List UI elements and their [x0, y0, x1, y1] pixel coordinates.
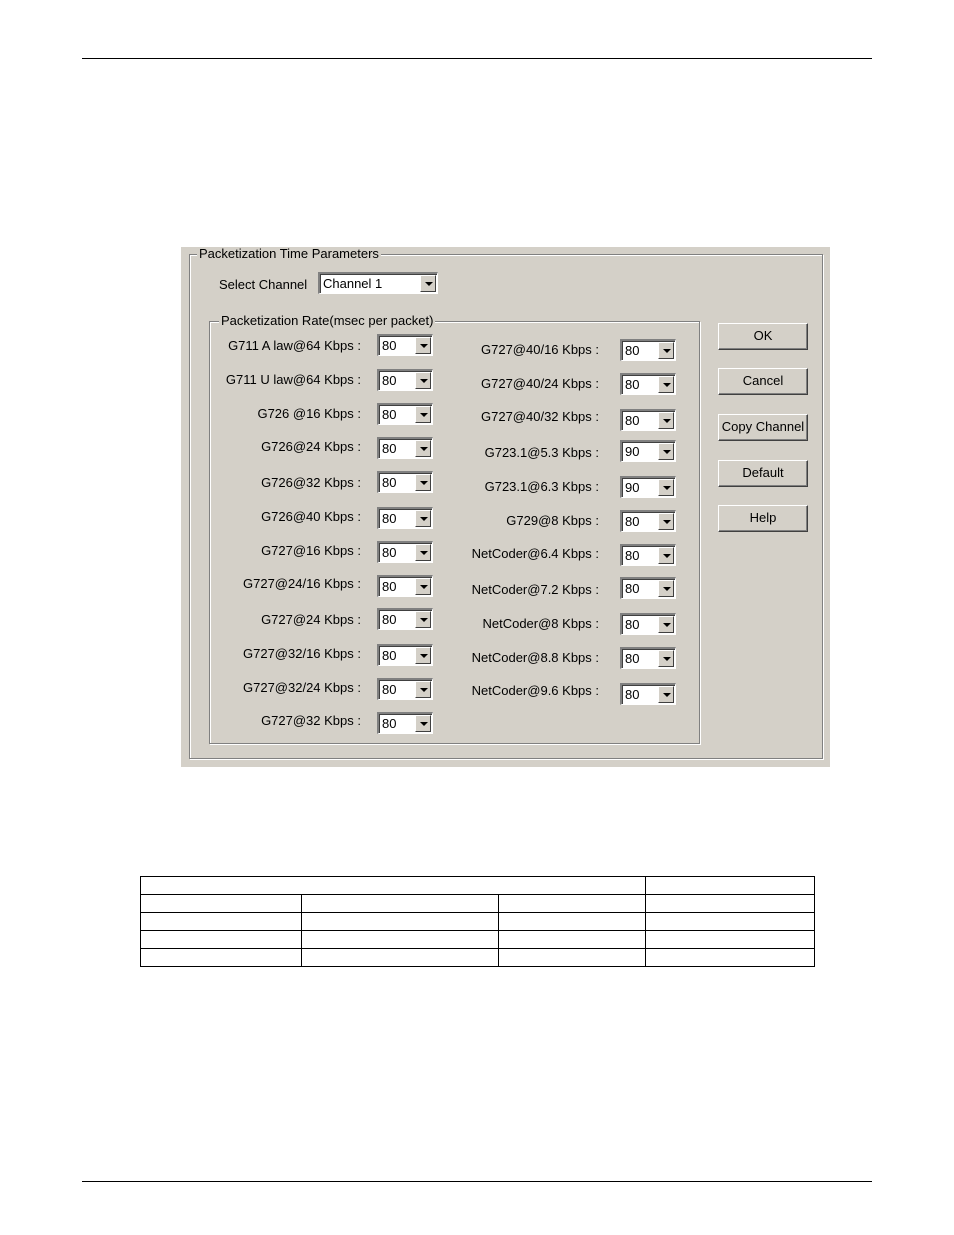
- rate-dropdown[interactable]: [620, 510, 676, 532]
- chevron-down-icon[interactable]: [415, 715, 431, 732]
- table-cell: [302, 913, 499, 931]
- table-cell: [499, 949, 646, 967]
- rate-label: G726@24 Kbps :: [261, 439, 361, 454]
- rate-value: 90: [625, 444, 640, 459]
- rate-label: G726@40 Kbps :: [261, 509, 361, 524]
- chevron-down-icon[interactable]: [658, 580, 674, 597]
- rate-dropdown[interactable]: [620, 544, 676, 566]
- chevron-down-icon[interactable]: [415, 440, 431, 457]
- rate-label: G723.1@6.3 Kbps :: [484, 479, 599, 494]
- rate-label: G726 @16 Kbps :: [257, 406, 361, 421]
- rate-value: 80: [382, 545, 397, 560]
- select-channel-label: Select Channel: [219, 277, 308, 292]
- rate-value: 80: [625, 581, 640, 596]
- rate-label: G727@32 Kbps :: [261, 713, 361, 728]
- chevron-down-icon[interactable]: [415, 578, 431, 595]
- rate-label: G727@16 Kbps :: [261, 543, 361, 558]
- rate-value: 80: [382, 338, 397, 353]
- rate-value: 80: [382, 407, 397, 422]
- header-rule: [82, 58, 872, 59]
- rate-dropdown[interactable]: [377, 575, 433, 597]
- chevron-down-icon[interactable]: [658, 547, 674, 564]
- rate-label: G723.1@5.3 Kbps :: [484, 445, 599, 460]
- chevron-down-icon[interactable]: [415, 337, 431, 354]
- rate-dropdown[interactable]: [377, 712, 433, 734]
- table-cell: [646, 895, 815, 913]
- rate-dropdown[interactable]: [377, 403, 433, 425]
- rate-dropdown[interactable]: [377, 437, 433, 459]
- rate-dropdown[interactable]: [620, 683, 676, 705]
- table-row: [141, 949, 815, 967]
- select-channel-dropdown[interactable]: [318, 272, 438, 294]
- rate-group-title: Packetization Rate(msec per packet): [221, 313, 434, 328]
- rate-label: G727@40/16 Kbps :: [481, 342, 599, 357]
- table-row: [141, 913, 815, 931]
- chevron-down-icon[interactable]: [415, 611, 431, 628]
- chevron-down-icon[interactable]: [415, 406, 431, 423]
- rate-label: G711 A law@64 Kbps :: [228, 338, 361, 353]
- rate-label: G729@8 Kbps :: [506, 513, 599, 528]
- select-channel-value: Channel 1: [323, 276, 383, 291]
- rate-label: G711 U law@64 Kbps :: [225, 372, 361, 387]
- rate-label: G727@24 Kbps :: [261, 612, 361, 627]
- rate-value: 80: [625, 548, 640, 563]
- rate-dropdown[interactable]: [620, 613, 676, 635]
- chevron-down-icon[interactable]: [658, 342, 674, 359]
- table-cell: [141, 913, 302, 931]
- rate-value: 80: [625, 413, 640, 428]
- rate-dropdown[interactable]: [620, 373, 676, 395]
- table-row: [141, 895, 815, 913]
- table-cell: [499, 913, 646, 931]
- chevron-down-icon[interactable]: [420, 275, 436, 292]
- rate-dropdown[interactable]: [620, 440, 676, 462]
- default-button[interactable]: Default: [718, 460, 808, 487]
- rate-value: 80: [382, 716, 397, 731]
- rate-value: 80: [625, 651, 640, 666]
- chevron-down-icon[interactable]: [415, 372, 431, 389]
- rate-value: 80: [382, 682, 397, 697]
- rate-value: 90: [625, 480, 640, 495]
- rate-label: NetCoder@8.8 Kbps :: [471, 650, 599, 665]
- table-cell: [499, 895, 646, 913]
- table-cell: [141, 931, 302, 949]
- rate-label: G727@32/16 Kbps :: [243, 646, 361, 661]
- table-cell: [302, 949, 499, 967]
- group-title: Packetization Time Parameters: [199, 246, 379, 261]
- rate-label: NetCoder@9.6 Kbps :: [471, 683, 599, 698]
- rate-label: NetCoder@6.4 Kbps :: [471, 546, 599, 561]
- table-cell: [302, 931, 499, 949]
- rate-dropdown[interactable]: [377, 507, 433, 529]
- chevron-down-icon[interactable]: [415, 647, 431, 664]
- document-table: [140, 876, 815, 967]
- rate-label: G727@24/16 Kbps :: [243, 576, 361, 591]
- table-cell: [646, 877, 815, 895]
- table-cell: [302, 895, 499, 913]
- rate-dropdown[interactable]: [377, 471, 433, 493]
- table-cell: [646, 913, 815, 931]
- table-row: [141, 877, 815, 895]
- rate-value: 80: [382, 475, 397, 490]
- table-cell: [646, 949, 815, 967]
- table-cell: [141, 949, 302, 967]
- rate-value: 80: [625, 343, 640, 358]
- rate-dropdown[interactable]: [377, 334, 433, 356]
- chevron-down-icon[interactable]: [658, 479, 674, 496]
- chevron-down-icon[interactable]: [658, 412, 674, 429]
- rate-dropdown[interactable]: [377, 541, 433, 563]
- table-cell: [141, 895, 302, 913]
- chevron-down-icon[interactable]: [658, 513, 674, 530]
- cancel-button[interactable]: Cancel: [718, 368, 808, 395]
- rate-value: 80: [625, 377, 640, 392]
- rate-value: 80: [625, 514, 640, 529]
- chevron-down-icon[interactable]: [415, 681, 431, 698]
- chevron-down-icon[interactable]: [658, 686, 674, 703]
- rate-dropdown[interactable]: [620, 409, 676, 431]
- rate-label: G727@40/24 Kbps :: [481, 376, 599, 391]
- table-cell: [141, 877, 646, 895]
- packetization-dialog: [181, 247, 830, 767]
- rate-value: 80: [625, 617, 640, 632]
- chevron-down-icon[interactable]: [658, 443, 674, 460]
- table-cell: [499, 931, 646, 949]
- ok-button[interactable]: OK: [718, 323, 808, 350]
- rate-dropdown[interactable]: [377, 369, 433, 391]
- rate-dropdown[interactable]: [620, 476, 676, 498]
- chevron-down-icon[interactable]: [415, 510, 431, 527]
- table-cell: [646, 931, 815, 949]
- rate-value: 80: [382, 612, 397, 627]
- help-button[interactable]: Help: [718, 505, 808, 532]
- chevron-down-icon[interactable]: [415, 544, 431, 561]
- rate-dropdown[interactable]: [620, 339, 676, 361]
- rate-value: 80: [382, 511, 397, 526]
- rate-value: 80: [382, 579, 397, 594]
- rate-dropdown[interactable]: [620, 647, 676, 669]
- chevron-down-icon[interactable]: [658, 616, 674, 633]
- rate-label: NetCoder@8 Kbps :: [482, 616, 599, 631]
- rate-dropdown[interactable]: [377, 678, 433, 700]
- rate-value: 80: [382, 373, 397, 388]
- rate-label: NetCoder@7.2 Kbps :: [471, 582, 599, 597]
- copy-channel-button[interactable]: Copy Channel: [718, 414, 808, 441]
- chevron-down-icon[interactable]: [658, 376, 674, 393]
- rate-dropdown[interactable]: [377, 644, 433, 666]
- rate-dropdown[interactable]: [620, 577, 676, 599]
- rate-label: G727@32/24 Kbps :: [243, 680, 361, 695]
- rate-value: 80: [382, 441, 397, 456]
- rate-value: 80: [625, 687, 640, 702]
- chevron-down-icon[interactable]: [658, 650, 674, 667]
- rate-dropdown[interactable]: [377, 608, 433, 630]
- chevron-down-icon[interactable]: [415, 474, 431, 491]
- table-row: [141, 931, 815, 949]
- rate-value: 80: [382, 648, 397, 663]
- footer-rule: [82, 1181, 872, 1182]
- rate-label: G727@40/32 Kbps :: [481, 409, 599, 424]
- rate-label: G726@32 Kbps :: [261, 475, 361, 490]
